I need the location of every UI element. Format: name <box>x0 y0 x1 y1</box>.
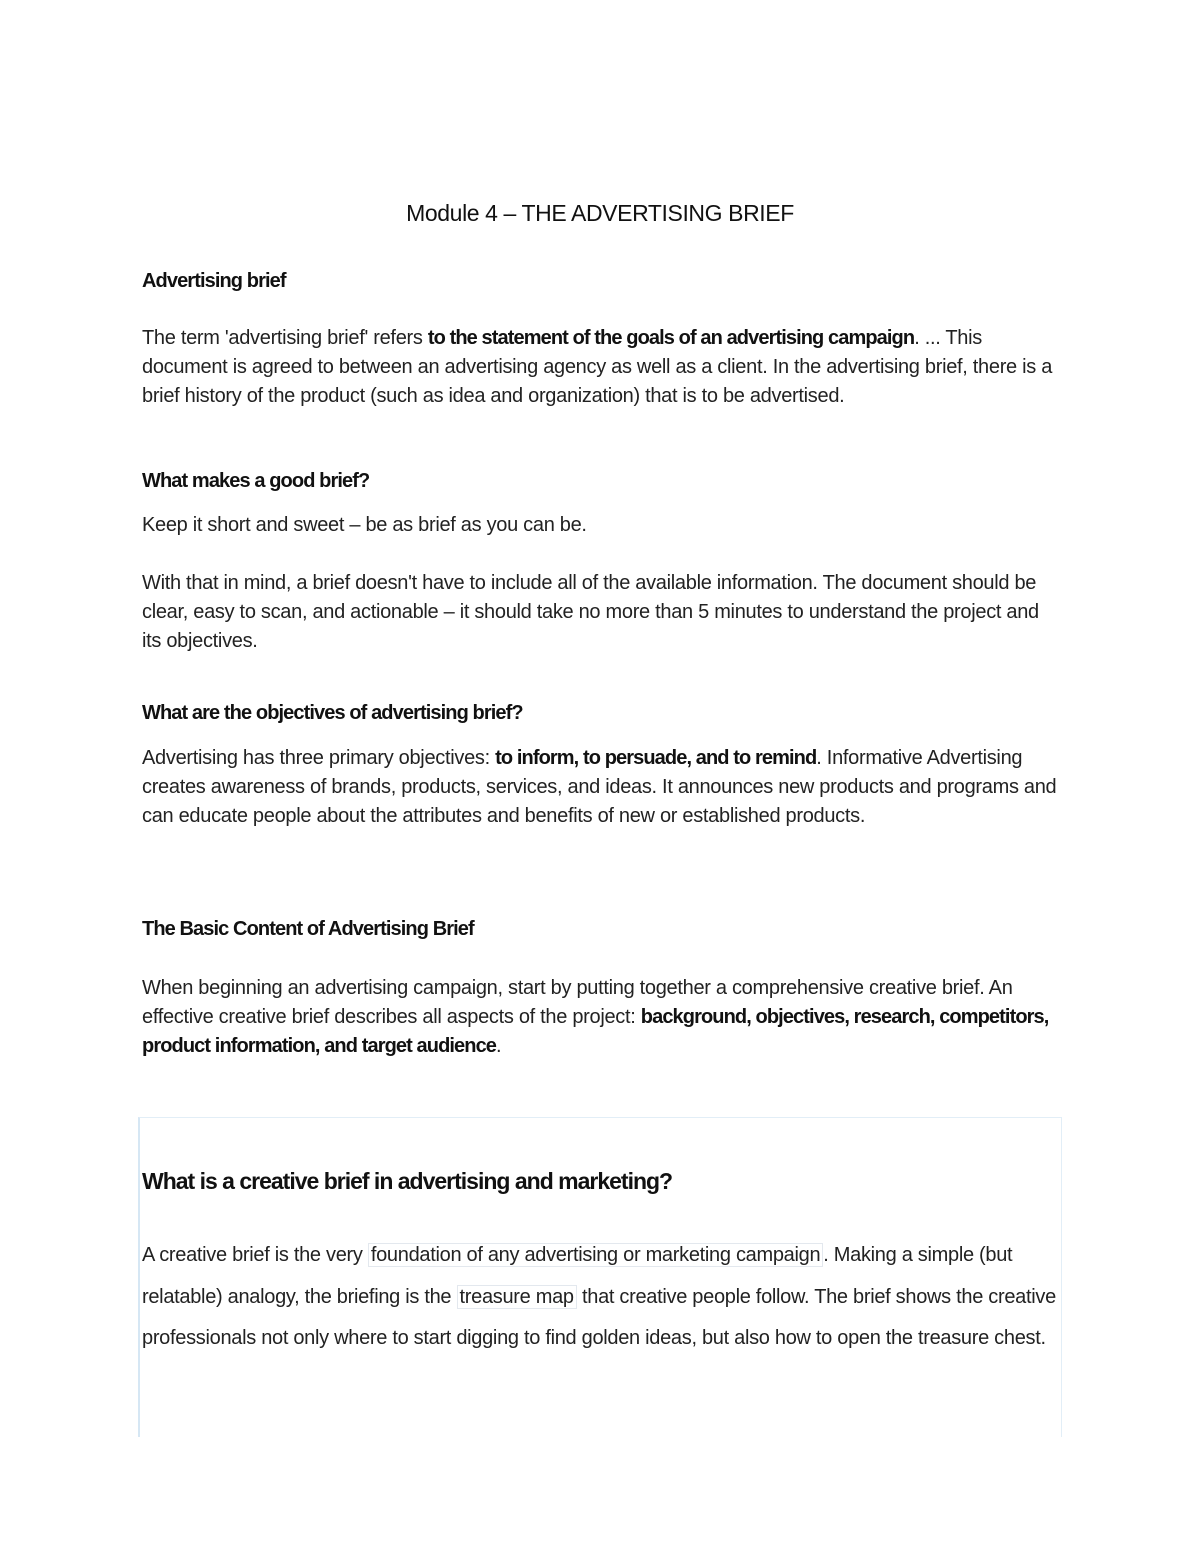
heading-advertising-brief: Advertising brief <box>142 270 286 292</box>
highlight-foundation-phrase: foundation of any advertising or marketing campaign <box>368 1243 823 1267</box>
bold-brief-aspects: background, objectives, research, competitors, product information, and target audience <box>142 1006 1049 1057</box>
highlight-treasure-map: treasure map <box>457 1285 577 1309</box>
heading-creative-brief: What is a creative brief in advertising and marketing? <box>142 1168 673 1194</box>
heading-good-brief: What makes a good brief? <box>142 470 370 492</box>
bold-goals-statement: to the statement of the goals of an advertising campaign <box>427 327 915 349</box>
paragraph-short-and-sweet: Keep it short and sweet – be as brief as you can be. <box>142 514 587 536</box>
document-title: Module 4 – THE ADVERTISING BRIEF <box>406 200 794 226</box>
paragraph-brief-guidance: With that in mind, a brief doesn't have to include all of the available information. The document should be clear, easy to scan, and actionable – it should take no more than 5 minutes to understand the project and its objectives. <box>142 572 1039 652</box>
paragraph-creative-brief: A creative brief is the very foundation of any advertising or marketing campaign . Making a simple (but relatable) analogy, the briefing is the treasure map that creative people follow. The brief shows the creative professionals not only where to start digging to find golden ideas, but also how to open the treasure chest. <box>142 1244 1056 1349</box>
paragraph-objectives: Advertising has three primary objectives: to inform, to persuade, and to remind. Informative Advertising creates awareness of brands, products, services, and ideas. It announces new products and programs and can educate people about the attributes and benefits of new or established products. <box>142 747 1057 827</box>
heading-objectives: What are the objectives of advertising brief? <box>142 702 523 724</box>
paragraph-advertising-brief-definition: The term 'advertising brief' refers to the statement of the goals of an advertising campaign. ... This document is agreed to between an advertising agency as well as a client. In the advertising brief, there is a brief history of the product (such as idea and organization) that is to be advertised. <box>142 327 1053 407</box>
bold-three-objectives: to inform, to persuade, and to remind <box>495 747 817 769</box>
paragraph-basic-content: When beginning an advertising campaign, start by putting together a comprehensive creative brief. An effective creative brief describes all aspects of the project: background, objectives, research, competitors, product information, and target audience. <box>142 977 1049 1057</box>
heading-basic-content: The Basic Content of Advertising Brief <box>142 918 474 940</box>
